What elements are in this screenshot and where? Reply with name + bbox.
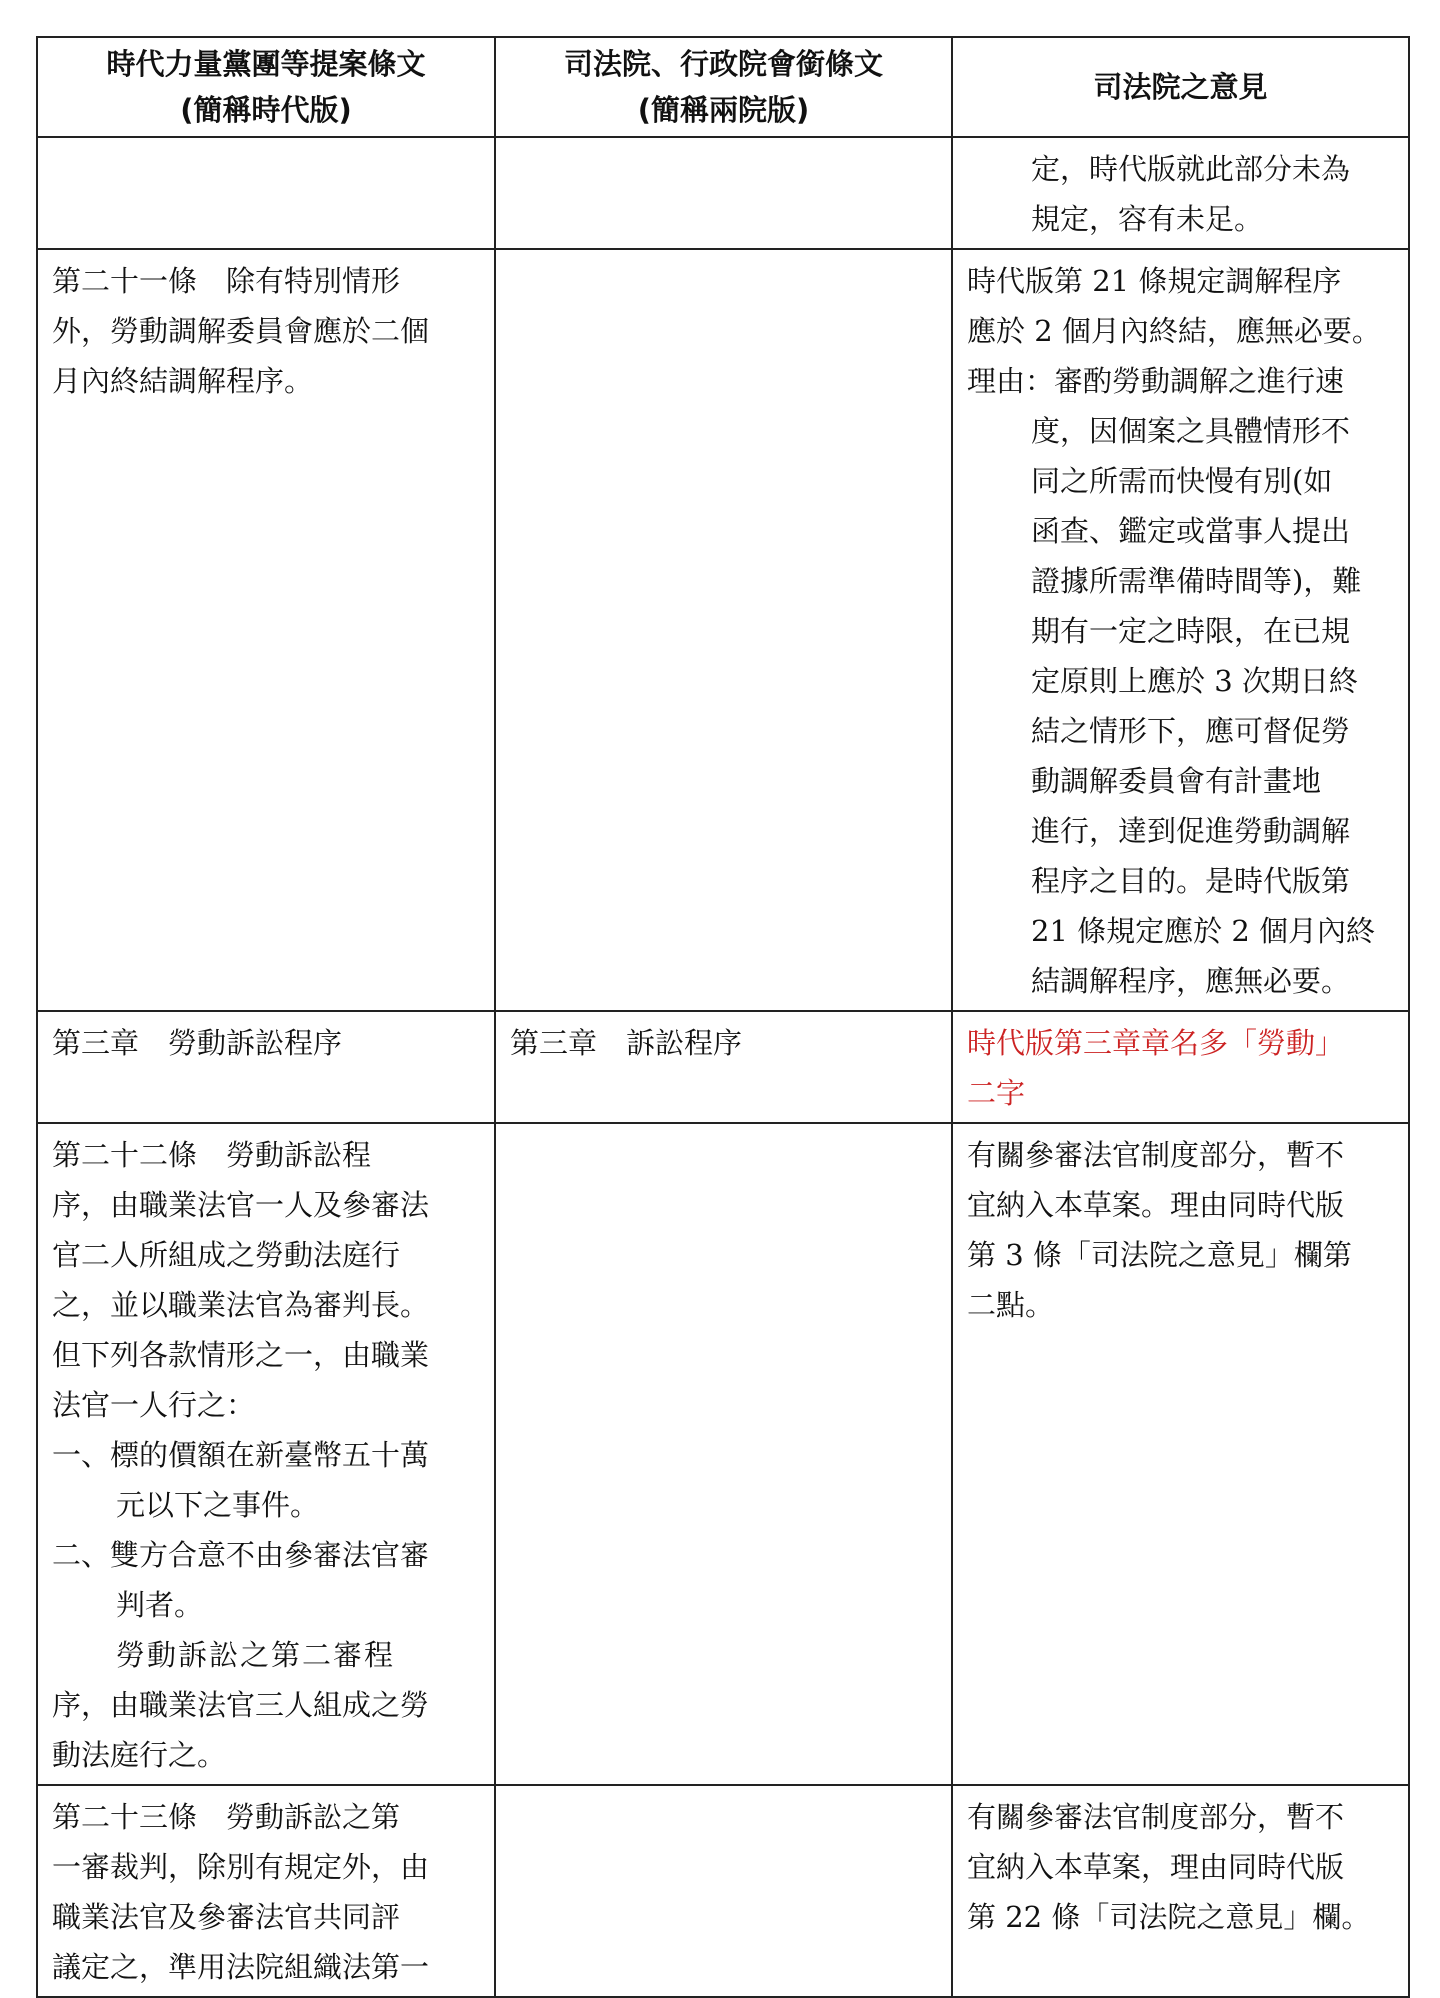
text-line: 第 22 條「司法院之意見」欄。 [967, 1900, 1371, 1934]
chapter-title: 第三章 訴訟程序 [510, 1026, 743, 1060]
table-row [37, 1011, 1409, 1123]
text-line: 程序之目的。是時代版第 [1031, 864, 1351, 898]
list-item: 二、雙方合意不由參審法官審 [52, 1538, 430, 1572]
cell-opinion [952, 1123, 1409, 1785]
cell-proposal [37, 1123, 495, 1785]
text-line: 理由：審酌勞動調解之進行速 [967, 364, 1345, 398]
text-line: 宜納入本草案。理由同時代版 [967, 1188, 1345, 1222]
text-line: 規定，容有未足。 [1031, 202, 1264, 236]
text-line: 第 3 條「司法院之意見」欄第 [967, 1238, 1352, 1272]
text-line: 一審裁判，除別有規定外，由 [52, 1850, 430, 1884]
text-line: 時代版第三章章名多「勞動」 [967, 1026, 1345, 1060]
cell-joint [495, 1123, 952, 1785]
text-line: 動調解委員會有計畫地 [1031, 764, 1322, 798]
text-line: 結之情形下，應可督促勞 [1031, 714, 1351, 748]
text-line: 勞動訴訟之第二審程 [116, 1638, 396, 1672]
cell-joint [495, 137, 952, 249]
table-row [37, 1123, 1409, 1785]
cell-opinion [952, 249, 1409, 1011]
text-line: 第二十三條 勞動訴訟之第 [52, 1800, 401, 1834]
list-item-cont: 判者。 [116, 1588, 204, 1622]
cell-opinion [952, 137, 1409, 249]
header-opinion-title: 司法院之意見 [1093, 70, 1268, 104]
text-line: 之，並以職業法官為審判長。 [52, 1288, 430, 1322]
text-line: 二點。 [967, 1288, 1055, 1322]
list-item: 一、標的價額在新臺幣五十萬 [52, 1438, 430, 1472]
text-line: 證據所需準備時間等)，難 [1031, 564, 1362, 598]
header-row [37, 37, 1409, 137]
table-row [37, 249, 1409, 1011]
chapter-title: 第三章 勞動訴訟程序 [52, 1026, 343, 1060]
header-joint-version [495, 37, 952, 137]
cell-proposal [37, 137, 495, 249]
header-joint-abbr: (簡稱兩院版) [637, 93, 810, 127]
table-row [37, 137, 1409, 249]
cell-proposal [37, 249, 495, 1011]
cell-opinion [952, 1785, 1409, 1997]
text-line: 動法庭行之。 [52, 1738, 227, 1772]
text-line: 議定之，準用法院組織法第一 [52, 1950, 430, 1984]
comparison-table [36, 36, 1410, 1998]
header-proposal-title: 時代力量黨團等提案條文 [106, 47, 426, 81]
text-line: 同之所需而快慢有別(如 [1031, 464, 1333, 498]
text-line: 職業法官及參審法官共同評 [52, 1900, 401, 1934]
cell-proposal [37, 1011, 495, 1123]
text-line: 序，由職業法官一人及參審法 [52, 1188, 430, 1222]
text-line: 序，由職業法官三人組成之勞 [52, 1688, 430, 1722]
text-line: 有關參審法官制度部分，暫不 [967, 1138, 1345, 1172]
text-line: 函查、鑑定或當事人提出 [1031, 514, 1351, 548]
cell-joint [495, 1785, 952, 1997]
text-line: 結調解程序，應無必要。 [1031, 964, 1351, 998]
text-line: 但下列各款情形之一，由職業 [52, 1338, 430, 1372]
list-item-cont: 元以下之事件。 [116, 1488, 320, 1522]
text-line: 外，勞動調解委員會應於二個 [52, 314, 430, 348]
text-line: 21 條規定應於 2 個月內終 [1031, 914, 1376, 948]
header-joint-title: 司法院、行政院會銜條文 [563, 47, 883, 81]
cell-joint [495, 1011, 952, 1123]
text-line: 第二十二條 勞動訴訟程 [52, 1138, 372, 1172]
text-line: 有關參審法官制度部分，暫不 [967, 1800, 1345, 1834]
text-line: 法官一人行之： [52, 1388, 256, 1422]
text-line: 應於 2 個月內終結，應無必要。 [967, 314, 1381, 348]
cell-proposal [37, 1785, 495, 1997]
text-line: 時代版第 21 條規定調解程序 [967, 264, 1342, 298]
cell-opinion [952, 1011, 1409, 1123]
text-line: 宜納入本草案，理由同時代版 [967, 1850, 1345, 1884]
cell-joint [495, 249, 952, 1011]
text-line: 二字 [967, 1076, 1026, 1110]
header-judicial-opinion [952, 37, 1409, 137]
text-line: 進行，達到促進勞動調解 [1031, 814, 1351, 848]
header-proposal-abbr: (簡稱時代版) [180, 93, 352, 127]
header-proposal [37, 37, 495, 137]
table-row [37, 1785, 1409, 1997]
text-line: 定原則上應於 3 次期日終 [1031, 664, 1358, 698]
text-line: 第二十一條 除有特別情形 [52, 264, 401, 298]
text-line: 度，因個案之具體情形不 [1031, 414, 1351, 448]
text-line: 月內終結調解程序。 [52, 364, 314, 398]
text-line: 期有一定之時限，在已規 [1031, 614, 1351, 648]
text-line: 官二人所組成之勞動法庭行 [52, 1238, 401, 1272]
text-line: 定，時代版就此部分未為 [1031, 152, 1351, 186]
